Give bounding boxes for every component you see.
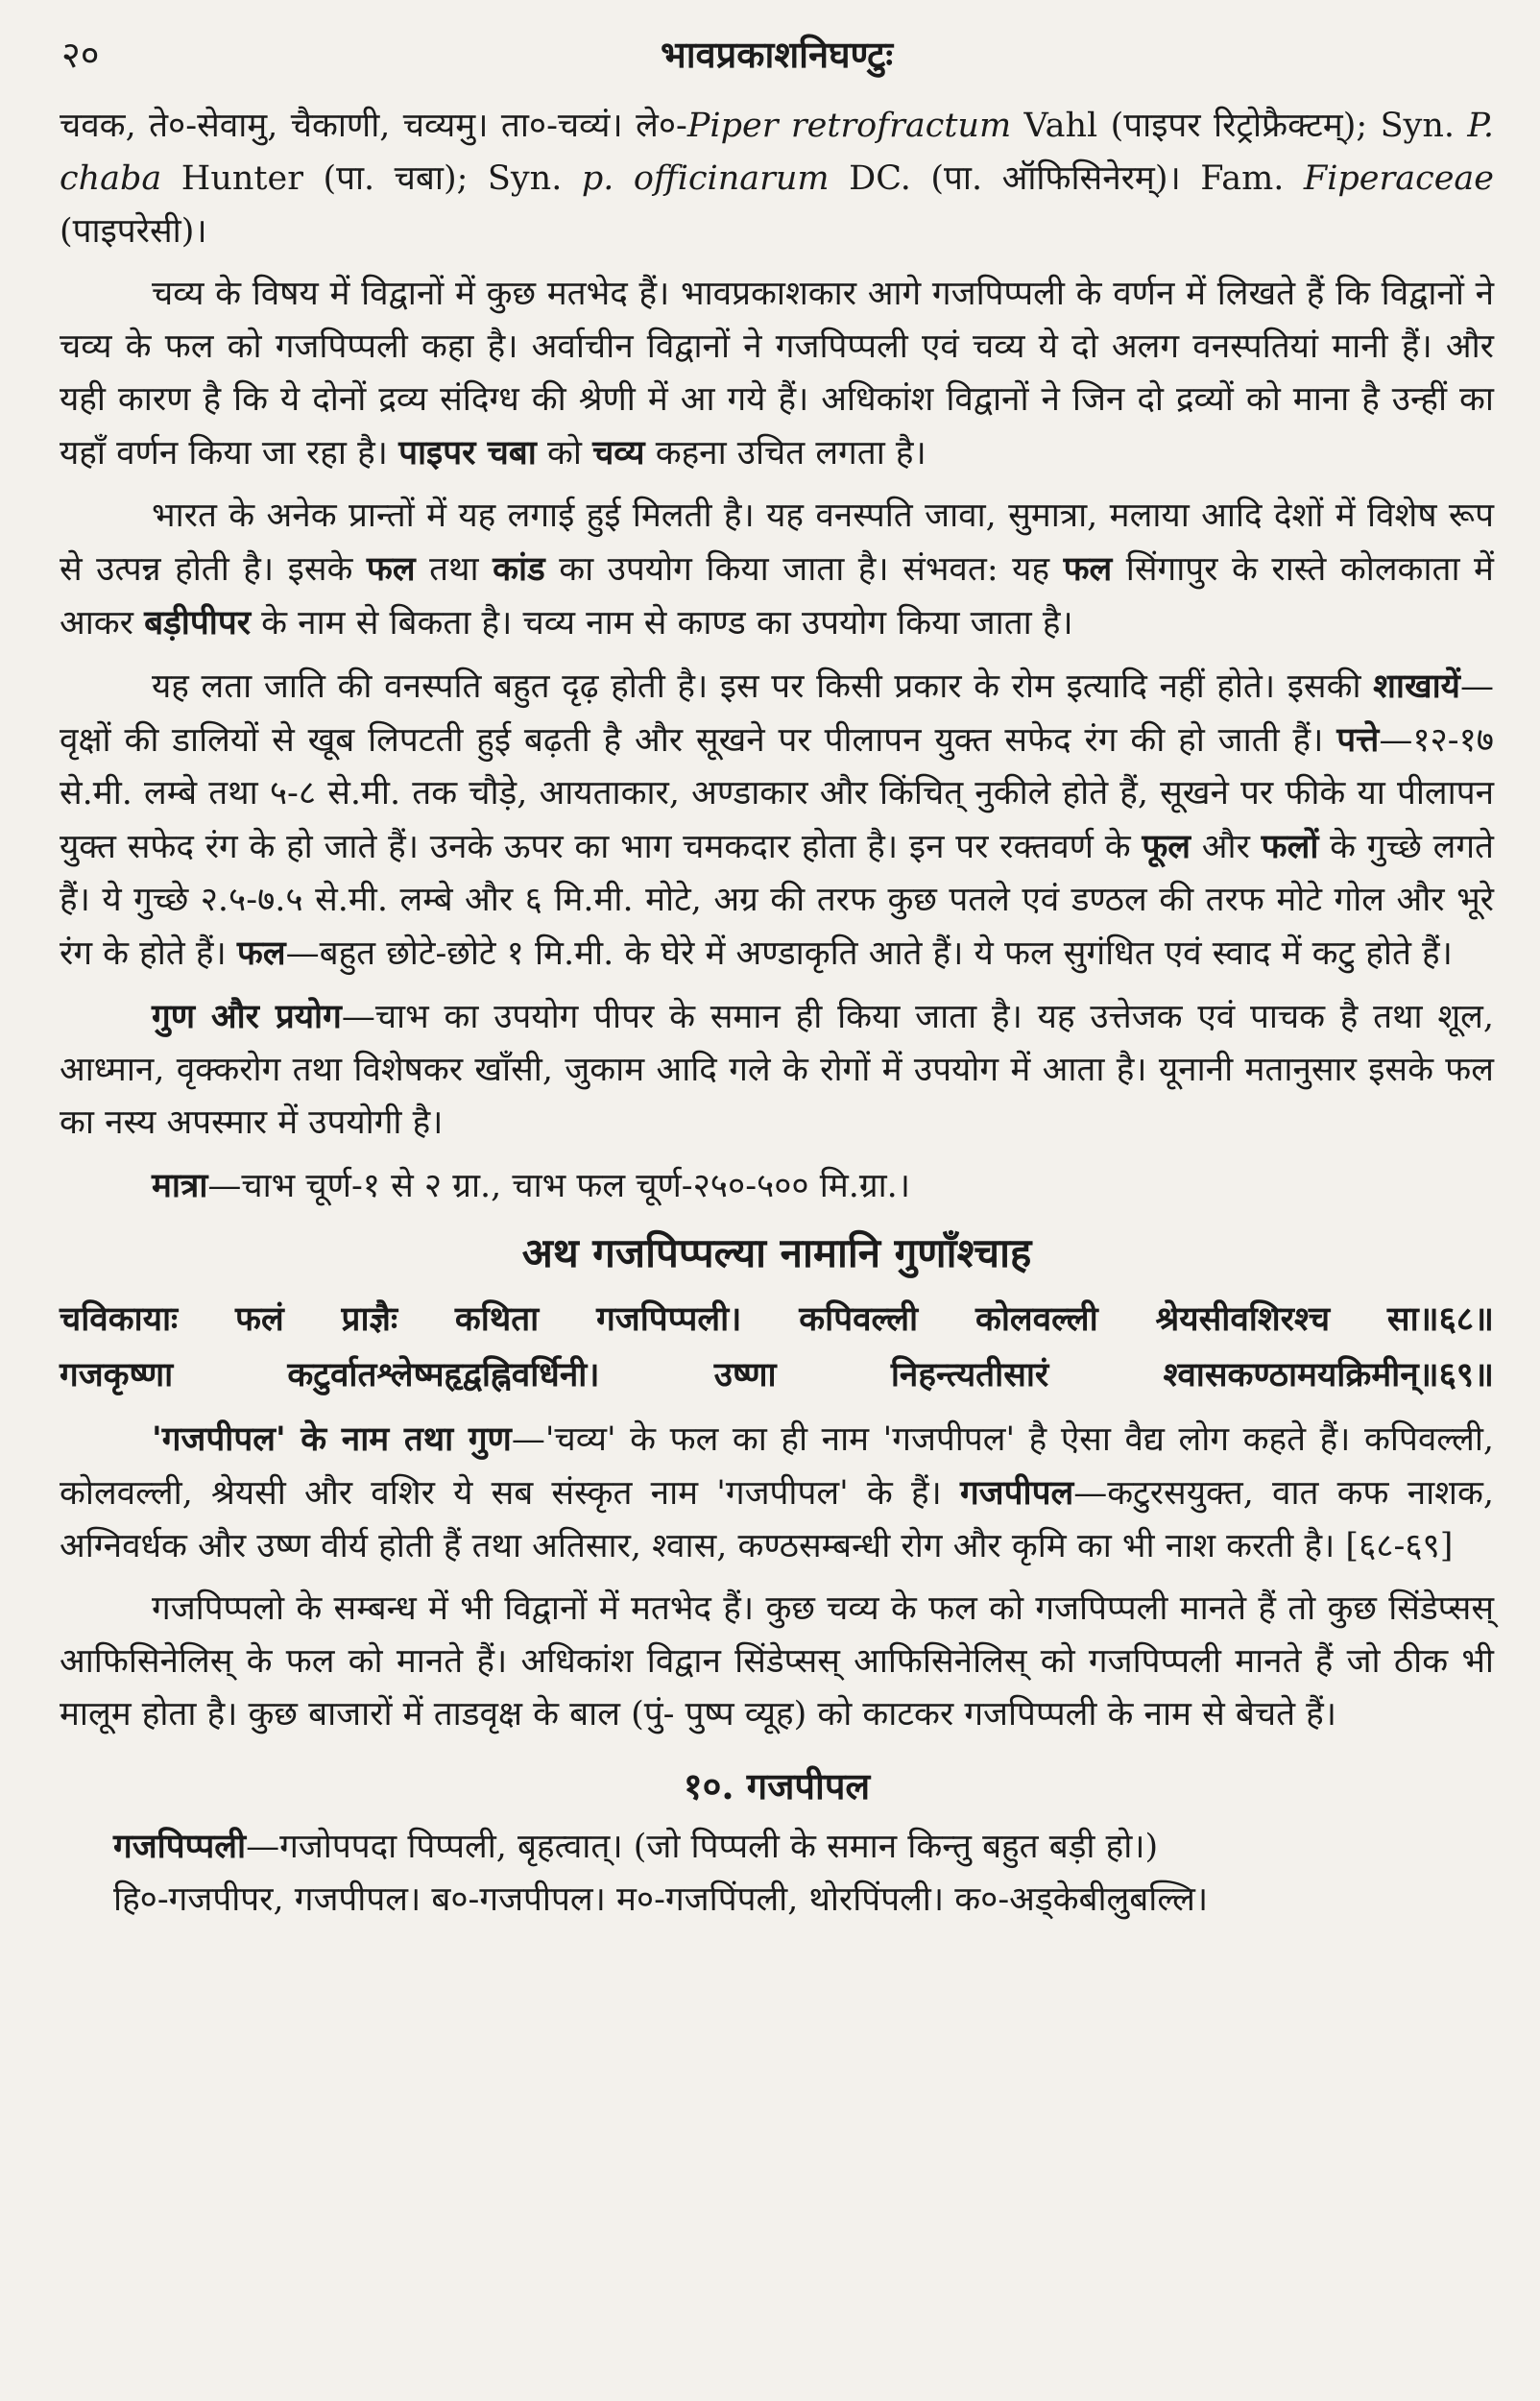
body-text: को [536, 434, 593, 473]
latin-name: Fiperaceae [1303, 159, 1494, 198]
bold-term: 'गजपीपल' के नाम तथा गुण [152, 1419, 512, 1459]
synonyms-text: (पाइपरेसी)। [60, 212, 207, 251]
paragraph-gajapipal-names [60, 1413, 1494, 1573]
bold-term: फल [1063, 549, 1113, 589]
bold-term: फल [236, 934, 286, 973]
verse-line [60, 1347, 1494, 1403]
body-text: —वृक्षों की डालियों से खूब लिपटती हुई बढ़ती है और सूखने पर पीलापन युक्त सफेद रंग की हो जाती हैं। [60, 667, 1494, 760]
sanskrit-verse [60, 1292, 1494, 1403]
page-number: २० [61, 34, 100, 76]
body-text: —बहुत छोटे-छोटे १ मि.मी. के घेरे में अण्डाकृति आते हैं। ये फल सुगंधित एवं स्वाद में कटु होते हैं। [285, 934, 1453, 973]
bold-term: पाइपर चबा [398, 433, 537, 473]
verse-word: उष्णा [713, 1355, 777, 1395]
bold-term: चव्य [592, 433, 645, 473]
body-text: —१२-१७ से.मी. लम्बे तथा ५-८ से.मी. तक चौड़े, आयताकार, अण्डाकार और किंचित् नुकीले होते हैं, सूखने पर फीके या पीलापन युक्त सफेद रंग के हो जाते हैं। उनके ऊपर का भाग चमकदार होता है। इन पर रक्तवर्ण के [60, 721, 1494, 866]
body-text: के नाम से बिकता है। चव्य नाम से काण्ड का उपयोग किया जाता है। [251, 604, 1073, 643]
paragraph-properties-uses [60, 990, 1494, 1150]
bold-term: पत्ते [1336, 720, 1380, 760]
paragraph-distribution [60, 490, 1494, 650]
verse-word: कटुर्वातश्लेष्महृद्वह्निवर्धिनी। [287, 1355, 600, 1395]
body-text: का उपयोग किया जाता है। संभवत: यह [544, 550, 1064, 589]
bold-term: फल [366, 549, 416, 589]
verse-word: फलं [234, 1299, 284, 1339]
synonyms-text: चवक, ते०-सेवामु, चैकाणी, चव्यमु। ता०-चव्यं। ले०- [60, 107, 687, 145]
verse-word: चविकायाः [60, 1299, 179, 1339]
body-text: —कटुरसयुक्त, वात कफ नाशक, अग्निवर्धक और उष्ण वीर्य होती हैं तथा अतिसार, श्वास, कण्ठसम्बन्धी रोग और कृमि का भी नाश करती है। [६८-६९] [60, 1474, 1494, 1565]
body-text: और [1191, 828, 1262, 866]
body-text: हि०-गजपीपर, गजपीपल। ब०-गजपीपल। म०-गजपिंपली, थोरपिंपली। क०-अड्केबीलुबल्लि। [113, 1880, 1209, 1919]
bold-term: बड़ीपीपर [144, 603, 252, 643]
synonyms-paragraph [60, 100, 1494, 258]
sub-heading: १०. गजपीपल [683, 1764, 871, 1807]
latin-name: p. officinarum [581, 159, 830, 198]
paragraph-gajapippali-definition [60, 1820, 1494, 1874]
verse-word: सा॥६८॥ [1386, 1299, 1494, 1339]
body-text: —चाभ का उपयोग पीपर के समान ही किया जाता है। यह उत्तेजक एवं पाचक है तथा शूल, आध्मान, वृक्करोग तथा विशेषकर खाँसी, जुकाम आदि गले के रोगों में उपयोग में आता है। यूनानी मतानुसार इसके फल का नस्य अपस्मार में उपयोगी है। [60, 998, 1494, 1142]
synonyms-text: DC. (पा. ऑफिसिनेरम्)। Fam. [829, 159, 1304, 198]
bold-term: शाखायें [1373, 667, 1460, 706]
verse-word: श्वासकण्ठामयक्रिमीन्॥६९॥ [1163, 1355, 1494, 1395]
body-text: सिंगापुर के रास्ते कोलकाता में आकर [60, 550, 1494, 643]
verse-word: कथिता [454, 1299, 540, 1339]
section-heading: अथ गजपिप्पल्या नामानि गुणाँश्चाह [521, 1229, 1032, 1276]
verse-word: प्राज्ञैः [341, 1299, 398, 1339]
paragraph-gajapipal-opinions [60, 1583, 1494, 1741]
bold-term: मात्रा [152, 1166, 208, 1205]
body-text: भारत के अनेक प्रान्तों में यह लगाई हुई मिलती है। यह वनस्पति जावा, सुमात्रा, मलाया आदि देशों में विशेष रूप से उत्पन्न होती है। इसके [60, 497, 1494, 589]
running-title: भावप्रकाशनिघण्टुः [660, 33, 894, 76]
paragraph-dosage [60, 1159, 1494, 1213]
verse-word: गजकृष्णा [60, 1355, 174, 1395]
paragraph-chavya-opinions [60, 268, 1494, 480]
verse-word: कोलवल्ली [975, 1299, 1098, 1339]
verse-word: श्रेयसीवशिरश्च [1155, 1299, 1331, 1339]
body-text: तथा [415, 550, 493, 589]
synonyms-text: Hunter (पा. चबा); Syn. [161, 159, 582, 198]
paragraph-regional-names [60, 1874, 1494, 1927]
verse-line [60, 1292, 1494, 1347]
body-text: —गजोपपदा पिप्पली, बृहत्वात्। (जो पिप्पली के समान किन्तु बहुत बड़ी हो।) [246, 1828, 1159, 1866]
bold-term: गुण और प्रयोग [152, 997, 342, 1036]
body-text: के गुच्छे लगते हैं। ये गुच्छे २.५-७.५ से.मी. लम्बे और ६ मि.मी. मोटे, अग्र की तरफ कुछ पतले एवं डण्ठल की तरफ मोटे गोल और भूरे रंग के होते हैं। [60, 828, 1494, 973]
bold-term: गजपीपल [959, 1473, 1074, 1513]
page-header [60, 23, 1494, 100]
latin-name: Piper retrofractum [686, 107, 1012, 145]
synonyms-text: Vahl (पाइपर रिट्रोफ्रैक्टम्); Syn. [1011, 107, 1468, 145]
body-text: चव्य के विषय में विद्वानों में कुछ मतभेद हैं। भावप्रकाशकार आगे गजपिप्पली के वर्णन में लिखते हैं कि विद्वानों ने चव्य के फल को गजपिप्पली कहा है। अर्वाचीन विद्वानों ने गजपिप्पली एवं चव्य ये दो अलग वनस्पतियां मानी हैं। और यही कारण है कि ये दोनों द्रव्य संदिग्ध की श्रेणी में आ गये हैं। अधिकांश विद्वानों ने जिन दो द्रव्यों को माना है उन्हीं का यहाँ वर्णन किया जा रहा है। [60, 275, 1494, 473]
paragraph-description [60, 660, 1494, 981]
body-text: —चाभ चूर्ण-१ से २ ग्रा., चाभ फल चूर्ण-२५०-५०० मि.ग्रा.। [207, 1167, 911, 1205]
body-text: कहना उचित लगता है। [644, 434, 926, 473]
verse-word: निहन्त्यतीसारं [890, 1355, 1049, 1395]
bold-term: फूल [1142, 827, 1191, 866]
verse-word: कपिवल्ली [799, 1299, 919, 1339]
verse-word: गजपिप्पली। [596, 1299, 742, 1339]
body-text: गजपिप्पलो के सम्बन्ध में भी विद्वानों में मतभेद हैं। कुछ चव्य के फल को गजपिप्पली मानते हैं तो कुछ सिंडेप्सस् आफिसिनेलिस् के फल को मानते हैं। अधिकांश विद्वान सिंडेप्सस् आफिसिनेलिस् को गजपिप्पली मानते हैं जो ठीक भी मालूम होता है। कुछ बाजारों में ताडवृक्ष के बाल (पुं- पुष्प व्यूह) को काटकर गजपिप्पली के नाम से बेचते हैं। [60, 1589, 1494, 1734]
body-text: —'चव्य' के फल का ही नाम 'गजपीपल' है ऐसा वैद्य लोग कहते हैं। कपिवल्ली, कोलवल्ली, श्रेयसी और वशिर ये सब संस्कृत नाम 'गजपीपल' के हैं। [60, 1420, 1495, 1513]
bold-term: गजपिप्पली [113, 1827, 247, 1866]
bold-term: फलों [1261, 827, 1319, 866]
bold-term: कांड [493, 549, 545, 589]
latin-name: P. chaba [60, 107, 1494, 198]
body-text: यह लता जाति की वनस्पति बहुत दृढ़ होती है। इस पर किसी प्रकार के रोम इत्यादि नहीं होते। इसकी [152, 667, 1374, 706]
